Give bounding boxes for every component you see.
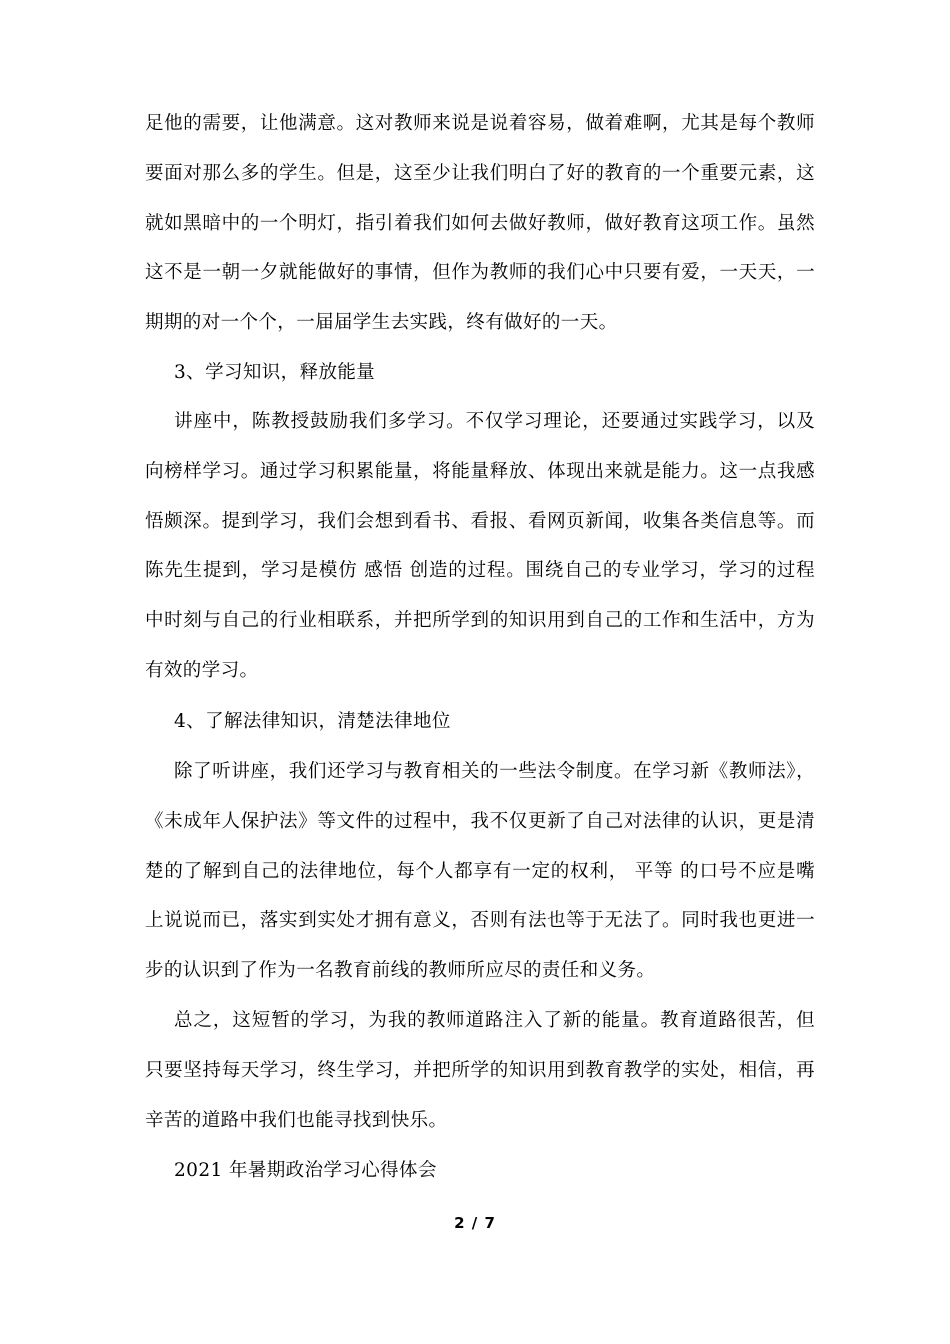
section-heading-4: 4、了解法律知识，清楚法律地位 [174,711,451,732]
body-paragraph-learning [145,397,815,696]
section-heading-3: 3、学习知识，释放能量 [174,362,376,383]
paragraph-text: 讲座中，陈教授鼓励我们多学习。不仅学习理论，还要通过实践学习，以及向榜样学习。通过学习积累能量，将能量释放、体现出来就是能力。这一点我感悟颇深。提到学习，我们会想到看书、看报、看网页新闻，收集各类信息等。而陈先生提到，学习是模仿 感悟 创造的过程。围绕自己的专业学习，学习的过程中时刻与自己的行业相联系，并把所学到的知识用到自己的工作和生活中，方为有效的学习。 [145,411,815,681]
body-paragraph-law [145,747,815,996]
body-paragraph-summary [145,996,815,1145]
page-number: 2 / 7 [454,1214,496,1232]
paragraph-text: 总之，这短暂的学习，为我的教师道路注入了新的能量。教育道路很苦，但只要坚持每天学习，终生学习，并把所学的知识用到教育教学的实处，相信，再辛苦的道路中我们也能寻找到快乐。 [145,1010,815,1131]
paragraph-text: 足他的需要，让他满意。这对教师来说是说着容易，做着难啊，尤其是每个教师要面对那么多的学生。但是，这至少让我们明白了好的教育的一个重要元素，这就如黑暗中的一个明灯，指引着我们如何去做好教师，做好教育这项工作。虽然这不是一朝一夕就能做好的事情，但作为教师的我们心中只要有爱，一天天，一期期的对一个个，一届届学生去实践，终有做好的一天。 [145,113,815,334]
paragraph-text: 除了听讲座，我们还学习与教育相关的一些法令制度。在学习新《教师法》，《未成年人保护法》等文件的过程中，我不仅更新了自己对法律的认识，更是清楚的了解到自己的法律地位，每个人都享有一定的权利， 平等 的口号不应是嘴上说说而已，落实到实处才拥有意义，否则有法也等于无法了。同时我也更进一步的认识到了作为一名教育前线的教师所应尽的责任和义务。 [145,761,815,982]
next-article-title: 2021 年暑期政治学习心得体会 [174,1160,437,1181]
body-paragraph-continuation [145,99,815,348]
